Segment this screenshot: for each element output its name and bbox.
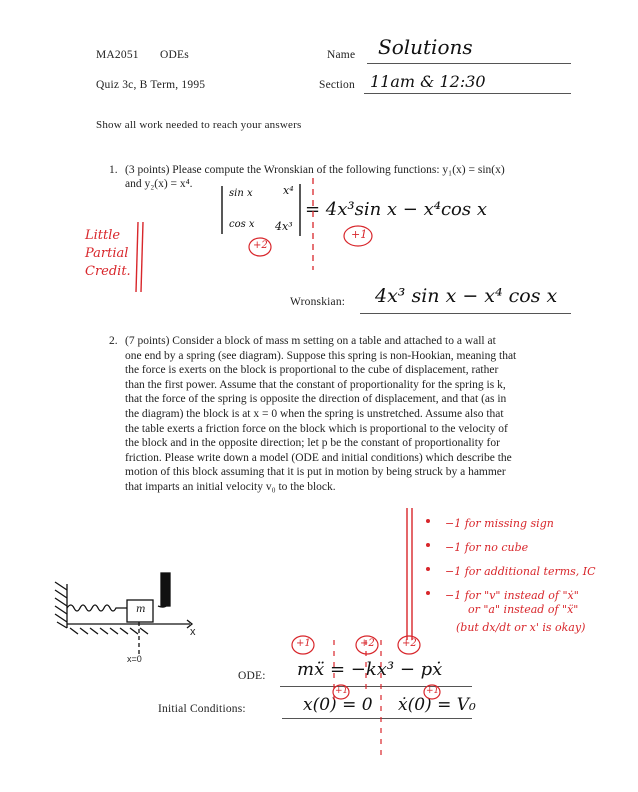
rubric-item: (but dx/dt or x' is okay) <box>456 621 586 634</box>
score-circle-ode-1 <box>292 636 314 654</box>
score-circle-ic-2 <box>424 685 440 699</box>
rubric-item: −1 for missing sign <box>445 517 554 530</box>
diagram-mass-label: m <box>136 604 146 615</box>
det-entry-b: x⁴ <box>283 184 294 197</box>
q2-line: (7 points) Consider a block of mass m setting on a table and attached to a wall at <box>125 335 496 347</box>
spring <box>67 605 127 611</box>
q1-number: 1. <box>109 164 118 176</box>
mass-block <box>127 600 153 622</box>
q2-number: 2. <box>109 335 118 347</box>
score-circle-q1-a <box>249 238 271 256</box>
rubric-item: −1 for "v" instead of "ẋ" <box>445 589 579 602</box>
margin-bar-1 <box>136 222 138 292</box>
rubric-bullet <box>426 519 430 523</box>
score-ode-2: +2 <box>360 638 375 649</box>
rubric-bullet <box>426 591 430 595</box>
q2-line: friction. Please write down a model (ODE and initial conditions) which describe the <box>125 451 512 464</box>
spring-mass-diagram <box>55 573 192 654</box>
ode-label: ODE: <box>238 670 266 682</box>
diagram-origin-label: x=0 <box>127 654 142 664</box>
q2-line: motion of this block assuming that it is put in motion by being struck by a hammer <box>125 466 506 479</box>
score-ode-1: +1 <box>296 638 311 649</box>
rubric-item: −1 for no cube <box>445 541 529 554</box>
diagram-axis-label: x <box>190 626 196 638</box>
table-hatching <box>70 628 148 634</box>
rubric-item: or "a" instead of "ẍ" <box>468 603 579 616</box>
ic-label: Initial Conditions: <box>158 703 246 715</box>
score-q1-b: +1 <box>351 228 368 241</box>
ic-answer-2: ẋ(0) = V₀ <box>398 695 476 715</box>
x-axis-arrow <box>180 620 192 628</box>
q2-line: the block and in the opposite direction; let p be the constant of proportionality for <box>125 437 500 450</box>
q2-line: that imparts an initial velocity v₀ to the block. <box>125 480 336 493</box>
quiz-title: Quiz 3c, B Term, 1995 <box>96 79 206 91</box>
margin-note: Little Partial Credit. <box>85 228 131 279</box>
wronskian-answer: 4x³ sin x − x⁴ cos x <box>375 285 558 307</box>
rubric-bullet <box>426 543 430 547</box>
name-value: Solutions <box>378 35 473 59</box>
score-circle-q1-b <box>344 226 372 246</box>
wronskian-label: Wronskian: <box>290 296 346 308</box>
q2-line: the diagram) the block is at x = 0 when the spring is unstretched. Assume also that <box>125 407 504 420</box>
section-label: Section <box>319 79 355 91</box>
q2-line: the table exerts a friction force on the block which is proportional to the velocity of <box>125 422 508 435</box>
det-entry-c: cos x <box>229 219 255 230</box>
instructions: Show all work needed to reach your answers <box>96 119 302 131</box>
det-entry-a: sin x <box>229 188 253 199</box>
q2-line: than the first power. Assume that the constant of proportionality for the spring is k, <box>125 378 506 391</box>
rubric-bullet <box>426 567 430 571</box>
wronskian-work-result: = 4x³sin x − x⁴cos x <box>305 199 488 220</box>
ic-answer-1: x(0) = 0 <box>303 695 373 715</box>
margin-bar-2 <box>141 222 143 292</box>
score-circle-ic-1 <box>333 685 349 699</box>
q2-line: that the force of the spring is opposite the direction of displacement, and that (as in <box>125 393 507 406</box>
course-subject: ODEs <box>160 49 189 61</box>
q1-text-line1: (3 points) Please compute the Wronskian of the following functions: y₁(x) = sin(x) <box>125 164 505 176</box>
score-ic-1: +1 <box>335 686 349 696</box>
rubric-item: −1 for additional terms, IC <box>445 565 596 578</box>
score-ode-3: +2 <box>402 638 417 649</box>
score-ic-2: +1 <box>426 686 440 696</box>
course-code: MA2051 <box>96 49 139 61</box>
name-label: Name <box>327 49 356 61</box>
q2-line: the force is exerts on the block is proportional to the cube of displacement, rather <box>125 364 499 377</box>
q1-text-line2: and y₂(x) = x⁴. <box>125 178 193 190</box>
hammer-head <box>161 573 170 606</box>
q2-line: one end by a spring (see diagram). Suppose this spring is non-Hookian, meaning that <box>125 349 517 362</box>
ode-answer: mẍ = −kx³ − pẋ <box>297 659 443 680</box>
wall-hatching <box>55 582 67 628</box>
score-circle-ode-2 <box>356 636 378 654</box>
score-q1-a: +2 <box>253 240 268 251</box>
det-entry-d: 4x³ <box>275 220 293 233</box>
score-circle-ode-3 <box>398 636 420 654</box>
section-value: 11am & 12:30 <box>370 72 486 91</box>
